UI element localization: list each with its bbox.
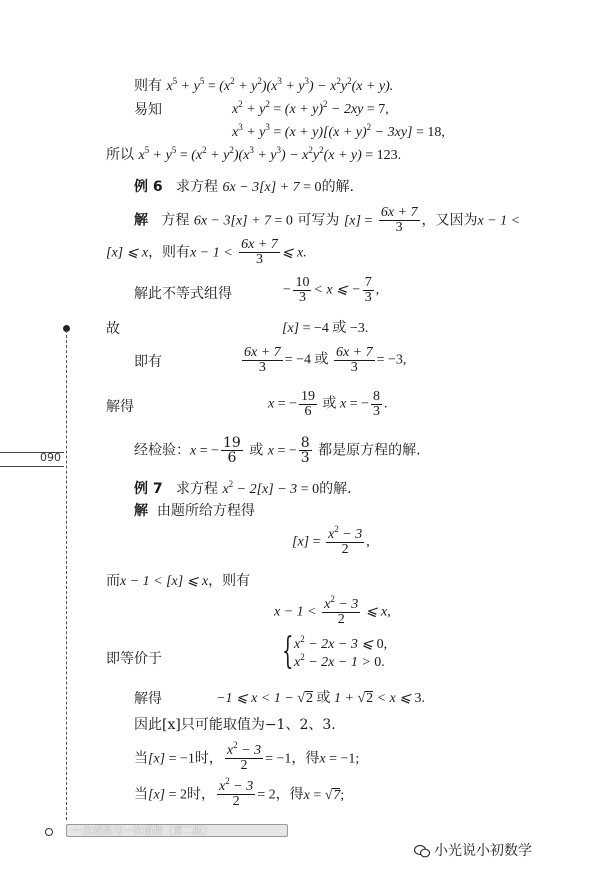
- inequality-result: − $\frac{10}{3}$ < x ⩽ − $\frac{7}{3}$ ,: [282, 275, 380, 305]
- floor-equation: [x] = $\frac{x^2 - 3}{2}$ ,: [292, 524, 370, 557]
- wechat-icon: [414, 844, 430, 858]
- example-6-solution-line-1: 解 方程 6x − 3[x] + 7 = 0 可写为 [x] = $\frac{6x + 7}{3}$ ，又因为x − 1 <: [134, 205, 521, 235]
- line-2-label: 易知: [134, 102, 162, 118]
- line-2: $x^2 + y^2 = (x + y)^2 - 2xy = 7$,: [232, 99, 389, 117]
- page-number-tab: [0, 452, 64, 466]
- floor-values: [x] = −4 或 −3.: [282, 321, 369, 336]
- therefore-label: 故: [106, 321, 120, 337]
- equivalent-label: 即等价于: [106, 651, 162, 667]
- ie-label: 即有: [134, 354, 162, 370]
- example-7-solution-line-1: 解 由题所给方程得: [134, 503, 255, 519]
- solve-inequality-label: 解此不等式组得: [134, 286, 232, 302]
- solutions-6: x = − $\frac{19}{6}$ 或 x = − $\frac{8}{3}$ .: [268, 389, 388, 419]
- page-number: 090: [40, 451, 61, 464]
- line-1: 则有 $x^5 + y^5 = (x^2 + y^2)(x^3 + y^3) - x^2y^2(x + y)$.: [134, 76, 394, 94]
- case-2: 当[x] = 2时， $\frac{x^2 - 3}{2}$ = 2，得x = √7;: [134, 776, 345, 809]
- watermark-text: 小光说小初数学: [434, 843, 532, 859]
- solved-label-6: 解得: [106, 399, 134, 415]
- example-6-solution-line-2: [x] ⩽ x，则有x − 1 < $\frac{6x + 7}{3}$ ⩽ x.: [106, 237, 307, 267]
- example-6-heading: 例 6 求方程 6x − 3[x] + 7 = 0的解.: [134, 179, 355, 195]
- and-line: 而x − 1 < [x] ⩽ x，则有: [106, 573, 251, 589]
- verification: 经检验：x = − $\frac{19}{6}$ 或 x = − $\frac{8}{3}$ 都是原方程的解.: [134, 435, 421, 466]
- footer-book-title: 一次函数与一次函数（第二版）: [66, 824, 288, 837]
- equations-6: $\frac{6x + 7}{3}$ = −4 或 $\frac{6x + 7}{3}$ = −3,: [244, 345, 407, 375]
- line-3: $x^3 + y^3 = (x + y)[(x + y)^2 - 3xy] = 18$,: [232, 122, 445, 140]
- line-4: 所以 $x^5 + y^5 = (x^2 + y^2)(x^3 + y^3) - x^2y^2(x + y) = 123$.: [106, 145, 402, 163]
- example-7-heading: 例 7 求方程 $x^2 - 2[x] - 3 = 0$的解.: [134, 479, 352, 497]
- possible-values: 因此[x]只可能取值为−1、2、3.: [134, 717, 336, 733]
- margin-dashed-line: [66, 330, 67, 820]
- inequality-system: { $x^2 - 2x - 3$ ⩽ 0, $x^2 - 2x - 1 > 0$.: [282, 631, 388, 672]
- margin-bottom-dot: [45, 828, 53, 836]
- case-1: 当[x] = −1时， $\frac{x^2 - 3}{2}$ = −1，得x = −1;: [134, 740, 360, 773]
- solutions-7: −1 ⩽ x < 1 − √2 或 1 + √2 < x ⩽ 3.: [216, 691, 426, 706]
- watermark: [414, 840, 532, 860]
- solved-label-7: 解得: [134, 691, 162, 707]
- inequality-7: x − 1 < $\frac{x^2 - 3}{2}$ ⩽ x,: [274, 594, 391, 627]
